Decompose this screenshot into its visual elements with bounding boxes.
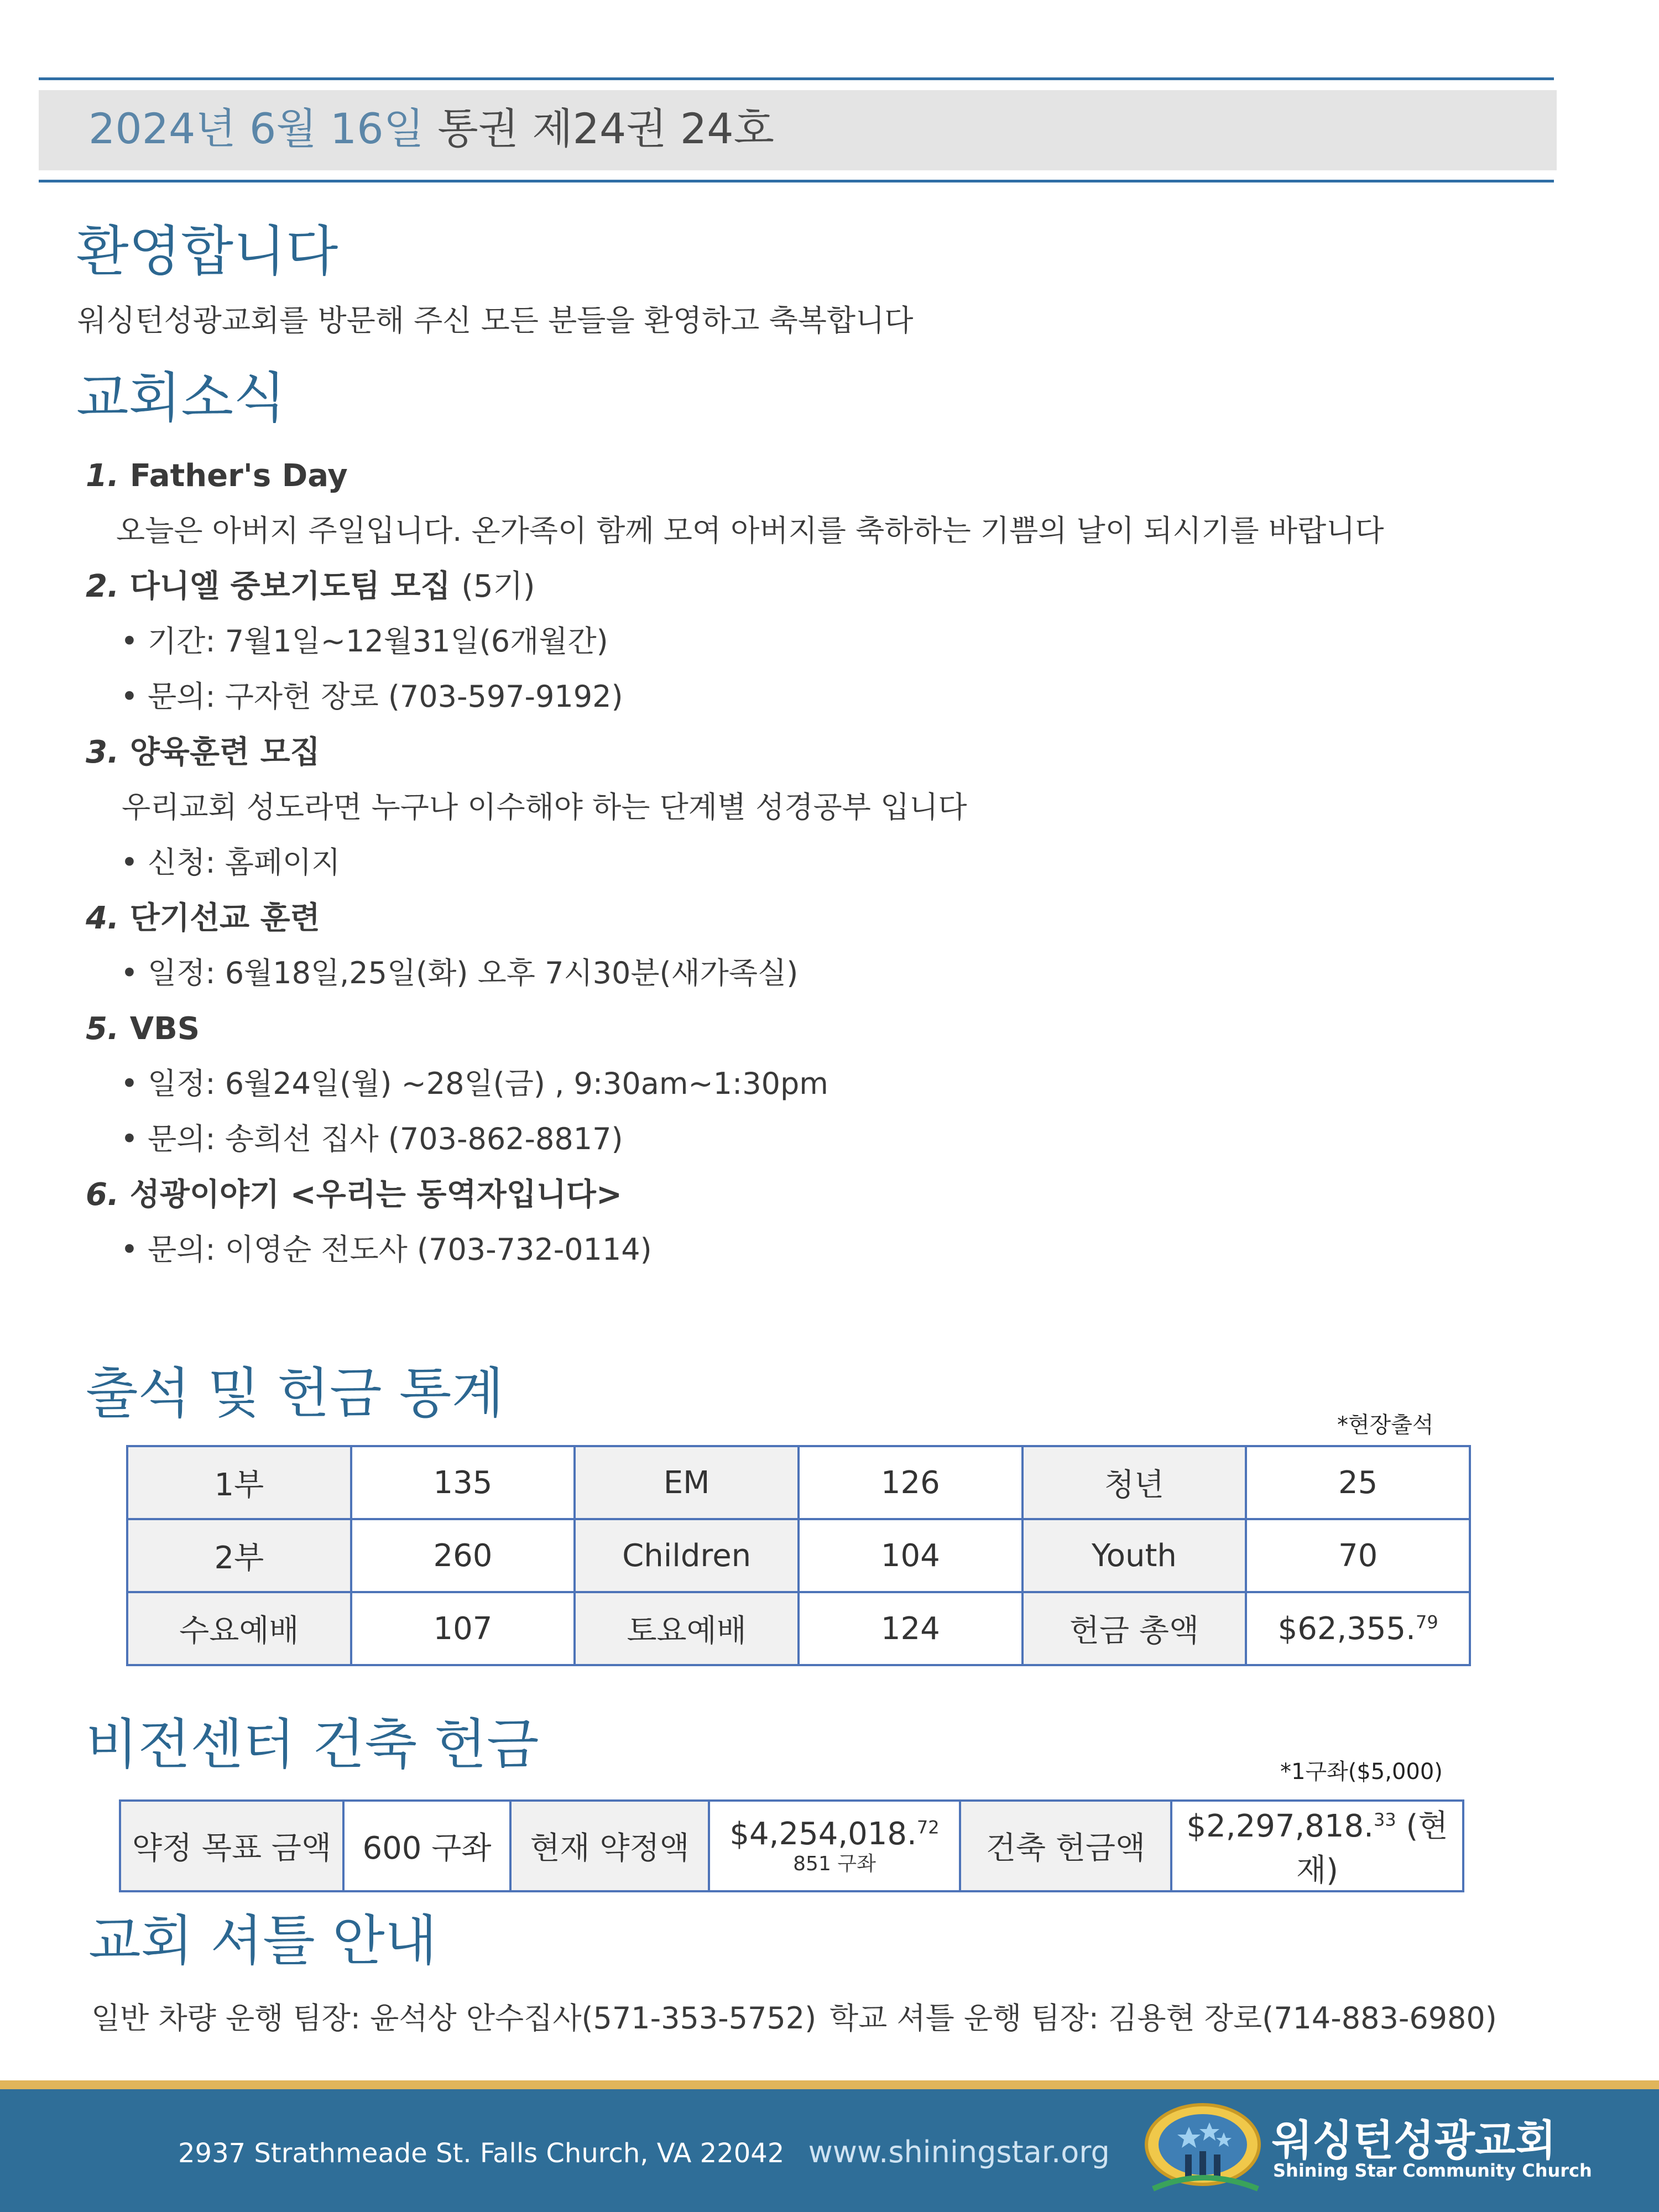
news-item-2-line-2: • 문의: 구자헌 장로 (703-597-9192) [121,679,623,714]
header-rule-top [39,77,1554,80]
pledge-value: $4,254,018. [729,1815,917,1852]
offering-suffix: (현재) [1296,1808,1448,1888]
header-rule-bottom [39,180,1554,182]
news-item-5-title: 5. VBS [86,1011,200,1047]
attendance-note: *현장출석 [1337,1412,1434,1438]
news-item-6-title: 6. 성광이야기 <우리는 동역자입니다> [86,1177,622,1213]
building-table [119,1799,1464,1892]
table-cell-label: 1부 [127,1446,351,1519]
pledge-label: 현재 약정액 [510,1801,709,1891]
footer-address: 2937 Strathmeade St. Falls Church, VA 22042 [178,2138,785,2169]
table-cell-label: 토요예배 [575,1592,799,1665]
table-cell-label: 수요예배 [127,1592,351,1665]
footer-church-name-ko: 워싱턴성광교회 [1272,2116,1556,2165]
goal-label: 약정 목표 금액 [120,1801,343,1891]
offering-label: 건축 헌금액 [960,1801,1171,1891]
issue-number: 통권 제24권 24호 [437,104,775,153]
pledge-cell [709,1801,960,1891]
news-title: 교회소식 [76,367,286,430]
table-cell-label: EM [575,1446,799,1519]
attendance-table [126,1445,1471,1666]
offering-total-cents: 79 [1415,1611,1438,1632]
table-row [127,1592,1470,1665]
date-band [39,90,1557,170]
footer-church-name-en: Shining Star Community Church [1273,2160,1592,2181]
issue-date-line [88,101,774,156]
issue-date: 2024년 6월 16일 [88,104,425,153]
table-cell-label: 청년 [1022,1446,1246,1519]
table-cell-label: 2부 [127,1519,351,1592]
pledge-cents: 72 [916,1816,940,1838]
shuttle-title: 교회 셔틀 안내 [88,1910,437,1973]
table-cell-value: 135 [351,1446,575,1519]
offering-cell [1171,1801,1463,1891]
welcome-title: 환영합니다 [76,220,338,283]
table-row [127,1446,1470,1519]
offering-total-cell [1246,1592,1470,1665]
news-item-4-line-1: • 일정: 6월18일,25일(화) 오후 7시30분(새가족실) [121,956,799,990]
table-cell-value: 70 [1246,1519,1470,1592]
footer-address-line [178,2135,1110,2169]
table-cell-value: 260 [351,1519,575,1592]
news-item-3-title: 3. 양육훈련 모집 [86,734,320,770]
news-item-4-title: 4. 단기선교 훈련 [86,900,320,936]
goal-value: 600 구좌 [343,1801,510,1891]
news-item-2-line-1: • 기간: 7월1일~12월31일(6개월간) [121,624,608,659]
news-item-6-line-1: • 문의: 이영순 전도사 (703-732-0114) [121,1232,652,1267]
table-cell-value: 104 [799,1519,1022,1592]
offering-total-value: $62,355. [1277,1610,1416,1647]
footer-gold-bar [0,2080,1659,2089]
news-item-5-line-1: • 일정: 6월24일(월) ~28일(금) , 9:30am~1:30pm [121,1066,828,1101]
shuttle-general: 일반 차량 운행 팀장: 윤석상 안수집사(571-353-5752) [91,2001,817,2036]
church-logo-svg [1142,2100,1269,2200]
news-item-3-line-2: • 신청: 홈페이지 [121,845,341,880]
pledge-units: 851 구좌 [793,1852,876,1875]
table-row [120,1801,1463,1891]
table-cell-value: 25 [1246,1446,1470,1519]
table-row [127,1519,1470,1592]
table-cell-value: 124 [799,1592,1022,1665]
table-cell-value: 126 [799,1446,1022,1519]
shuttle-school: 학교 셔틀 운행 팀장: 김용현 장로(714-883-6980) [830,2001,1497,2036]
news-item-1-line-1: 오늘은 아버지 주일입니다. 온가족이 함께 모여 아버지를 축하하는 기쁨의 날이 되시기를 바랍니다 [116,513,1384,548]
news-item-5-line-2: • 문의: 송희선 집사 (703-862-8817) [121,1121,623,1156]
church-logo-icon [1142,2100,1269,2200]
table-cell-value: 107 [351,1592,575,1665]
footer-url-link[interactable]: www.shiningstar.org [808,2135,1110,2169]
table-cell-label: 헌금 총액 [1022,1592,1246,1665]
building-note: *1구좌($5,000) [1280,1759,1443,1785]
table-cell-label: Children [575,1519,799,1592]
offering-cents: 33 [1373,1809,1396,1830]
news-item-3-line-1: 우리교회 성도라면 누구나 이수해야 하는 단계별 성경공부 입니다 [122,790,967,825]
welcome-text: 워싱턴성광교회를 방문해 주신 모든 분들을 환영하고 축복합니다 [77,303,914,338]
footer [0,2089,1659,2212]
building-title: 비전센터 건축 헌금 [86,1713,539,1776]
table-cell-label: Youth [1022,1519,1246,1592]
news-item-2-title: 2. 다니엘 중보기도팀 모집 (5기) [86,568,535,604]
attendance-title: 출석 및 헌금 통계 [86,1362,504,1425]
offering-value: $2,297,818. [1186,1808,1374,1844]
news-item-1-title: 1. Father's Day [86,458,348,494]
